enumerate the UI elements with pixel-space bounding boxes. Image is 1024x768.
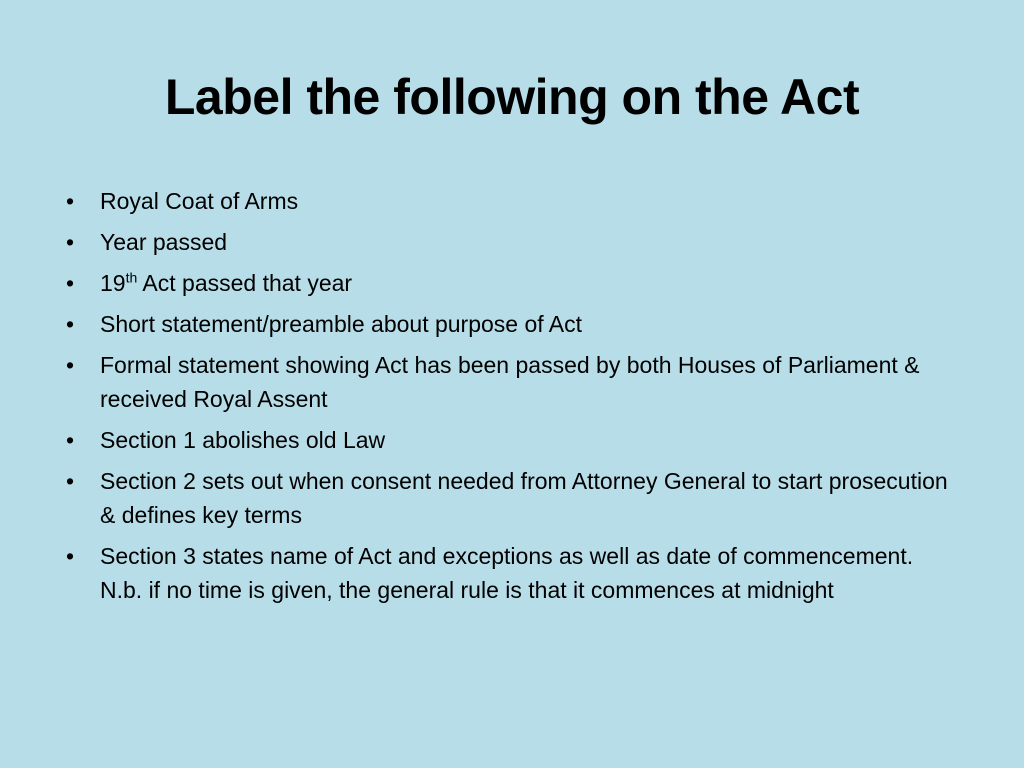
bullet-icon: •	[65, 270, 75, 296]
bullet-text-preamble: Short statement/preamble about purpose of Act	[100, 311, 583, 337]
bullet-icon: •	[65, 352, 75, 378]
bullet-text-act-number	[100, 270, 352, 296]
list-item	[60, 464, 960, 532]
list-item	[60, 307, 960, 341]
bullet-list	[60, 184, 960, 614]
list-item	[60, 539, 960, 607]
bullet-text-royal-coat-of-arms: Royal Coat of Arms	[100, 188, 299, 214]
bullet-text-section-1: Section 1 abolishes old Law	[100, 427, 386, 453]
ordinal-suffix: th	[125, 269, 138, 286]
act-number-text: Act passed that year	[137, 270, 353, 296]
list-item	[60, 266, 960, 300]
slide-title: Label the following on the Act	[164, 69, 860, 125]
bullet-text-year-passed: Year passed	[100, 229, 228, 255]
bullet-icon: •	[65, 427, 75, 453]
list-item	[60, 225, 960, 259]
bullet-icon: •	[65, 188, 75, 214]
bullet-icon: •	[65, 229, 75, 255]
list-item	[60, 423, 960, 457]
bullet-icon: •	[65, 311, 75, 337]
list-item	[60, 184, 960, 218]
list-item	[60, 348, 960, 416]
bullet-text-formal-statement: Formal statement showing Act has been passed by both Houses of Parliament & received Royal Assent	[100, 352, 920, 412]
bullet-text-section-2: Section 2 sets out when consent needed from Attorney General to start prosecution & defines key terms	[100, 468, 948, 528]
bullet-icon: •	[65, 468, 75, 494]
act-number: 19	[100, 270, 126, 296]
bullet-text-section-3: Section 3 states name of Act and exceptions as well as date of commencement. N.b. if no time is given, the general rule is that it commences at midnight	[100, 543, 914, 603]
bullet-icon: •	[65, 543, 75, 569]
